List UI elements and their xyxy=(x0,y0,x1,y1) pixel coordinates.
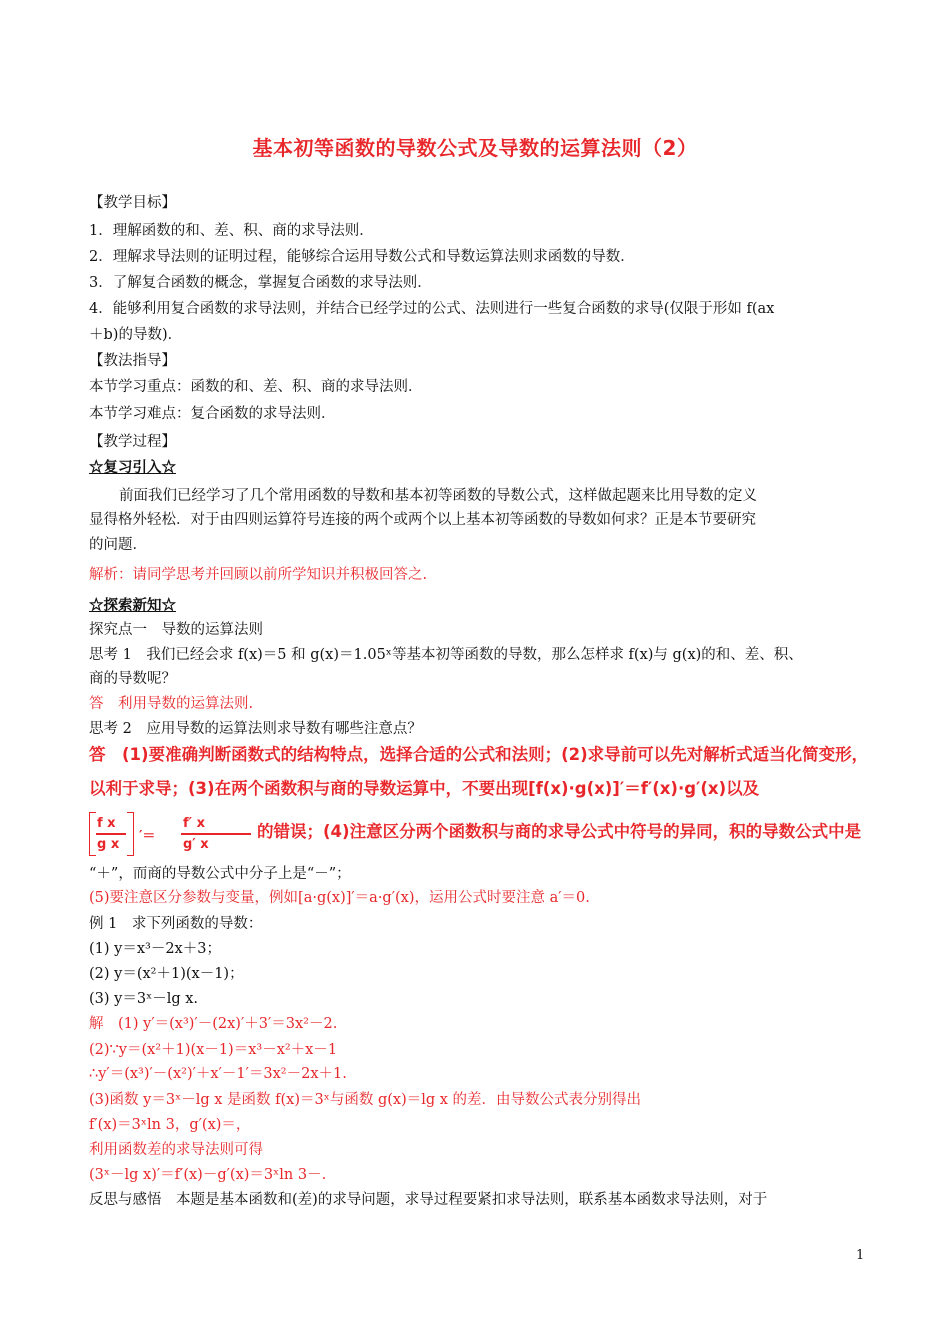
goal-item-4: 4．能够利用复合函数的求导法则，并结合已经学过的公式、法则进行一些复合函数的求导(仅限于形如 f(ax xyxy=(89,301,775,317)
section-heading-goals: 【教学目标】 xyxy=(89,195,176,211)
think-1-continued: 商的导数呢？ xyxy=(89,671,176,687)
fraction-left-bar xyxy=(96,833,126,835)
explore-heading: ☆探索新知☆ xyxy=(89,597,176,614)
right-bracket xyxy=(127,812,134,856)
think-2: 思考 2 应用导数的运算法则求导数有哪些注意点？ xyxy=(89,721,422,737)
goal-item-3: 3．了解复合函数的概念，掌握复合函数的求导法则． xyxy=(89,275,432,291)
page-title: 基本初等函数的导数公式及导数的运算法则（2） xyxy=(252,136,698,160)
goal-item-4-continued: ＋b)的导数)． xyxy=(89,327,183,343)
example-1-item-2: (2) y＝(x²＋1)(x－1)； xyxy=(89,966,244,982)
explore-point-1: 探究点一 导数的运算法则 xyxy=(89,622,263,638)
prime-equals: ′＝ xyxy=(139,829,156,844)
review-heading: ☆复习引入☆ xyxy=(89,459,176,476)
section-heading-process: 【教学过程】 xyxy=(89,434,176,450)
example-1-item-1: (1) y＝x³－2x＋3； xyxy=(89,941,221,957)
review-paragraph-line-3: 的问题． xyxy=(89,537,147,553)
left-bracket xyxy=(89,812,96,856)
example-1-heading: 例 1 求下列函数的导数： xyxy=(89,916,263,932)
think-2-answer-line-5: (5)要注意区分参数与变量，例如[a·g(x)]′＝a·g′(x)，运用公式时要注意 a′＝0. xyxy=(89,890,590,906)
fraction-left-numerator: f x xyxy=(97,816,116,831)
fraction-right-numerator: f′ x xyxy=(183,816,205,831)
goal-item-2: 2．理解求导法则的证明过程，能够综合运用导数公式和导数运算法则求函数的导数． xyxy=(89,249,635,265)
review-paragraph-line-2: 显得格外轻松．对于由四则运算符号连接的两个或两个以上基本初等函数的导数如何求？正是本节要研究 xyxy=(89,512,756,528)
reflection-paragraph: 反思与感悟 本题是基本函数和(差)的求导问题，求导过程要紧扣求导法则，联系基本函数求导法则，对于 xyxy=(89,1192,768,1208)
solution-line-4: (3)函数 y＝3ˣ－lg x 是函数 f(x)＝3ˣ与函数 g(x)＝lg x 的差．由导数公式表分别得出 xyxy=(89,1092,642,1108)
think-2-answer-line-1: 答 (1)要准确判断函数式的结构特点，选择合适的公式和法则；(2)求导前可以先对解析式适当化简变形， xyxy=(89,745,869,764)
difficult-point: 本节学习难点：复合函数的求导法则． xyxy=(89,406,336,422)
review-answer: 解析：请同学思考并回顾以前所学知识并积极回答之. xyxy=(89,567,428,583)
solution-line-7: (3ˣ－lg x)′＝f′(x)－g′(x)＝3ˣln 3－. xyxy=(89,1167,327,1183)
think-2-answer-line-2: 以利于求导；(3)在两个函数积与商的导数运算中，不要出现[f(x)·g(x)]′＝f′(x)·g′(x)以及 xyxy=(89,779,760,798)
fraction-right-denominator: g′ x xyxy=(183,837,209,852)
quotient-error-formula xyxy=(89,812,257,856)
fraction-left-denominator: g x xyxy=(97,837,120,852)
key-point: 本节学习重点：函数的和、差、积、商的求导法则． xyxy=(89,379,423,395)
solution-line-2: (2)∵y＝(x²＋1)(x－1)＝x³－x²＋x－1 xyxy=(89,1042,338,1058)
fraction-right-bar xyxy=(181,833,251,835)
solution-line-3: ∴y′＝(x³)′－(x²)′＋x′－1′＝3x²－2x＋1. xyxy=(89,1066,347,1082)
page-number: 1 xyxy=(856,1248,865,1263)
solution-line-5: f′(x)＝3ˣln 3，g′(x)＝， xyxy=(89,1117,251,1133)
think-2-answer-line-3: 的错误；(4)注意区分两个函数积与商的求导公式中符号的异同，积的导数公式中是 xyxy=(257,822,862,841)
example-1-item-3: (3) y＝3ˣ－lg x. xyxy=(89,991,199,1007)
solution-line-1: 解 (1) y′＝(x³)′－(2x)′＋3′＝3x²－2. xyxy=(89,1016,338,1032)
solution-line-6: 利用函数差的求导法则可得 xyxy=(89,1142,263,1158)
think-1-answer: 答 利用导数的运算法则. xyxy=(89,696,254,712)
review-paragraph-line-1: 前面我们已经学习了几个常用函数的导数和基本初等函数的导数公式，这样做起题来比用导数的定义 xyxy=(119,488,757,504)
think-1: 思考 1 我们已经会求 f(x)＝5 和 g(x)＝1.05ˣ等基本初等函数的导数，那么怎样求 f(x)与 g(x)的和、差、积、 xyxy=(89,647,803,663)
think-2-answer-line-4: “＋”，而商的导数公式中分子上是“－”； xyxy=(89,866,351,882)
goal-item-1: 1．理解函数的和、差、积、商的求导法则． xyxy=(89,223,374,239)
section-heading-method: 【教法指导】 xyxy=(89,353,176,369)
